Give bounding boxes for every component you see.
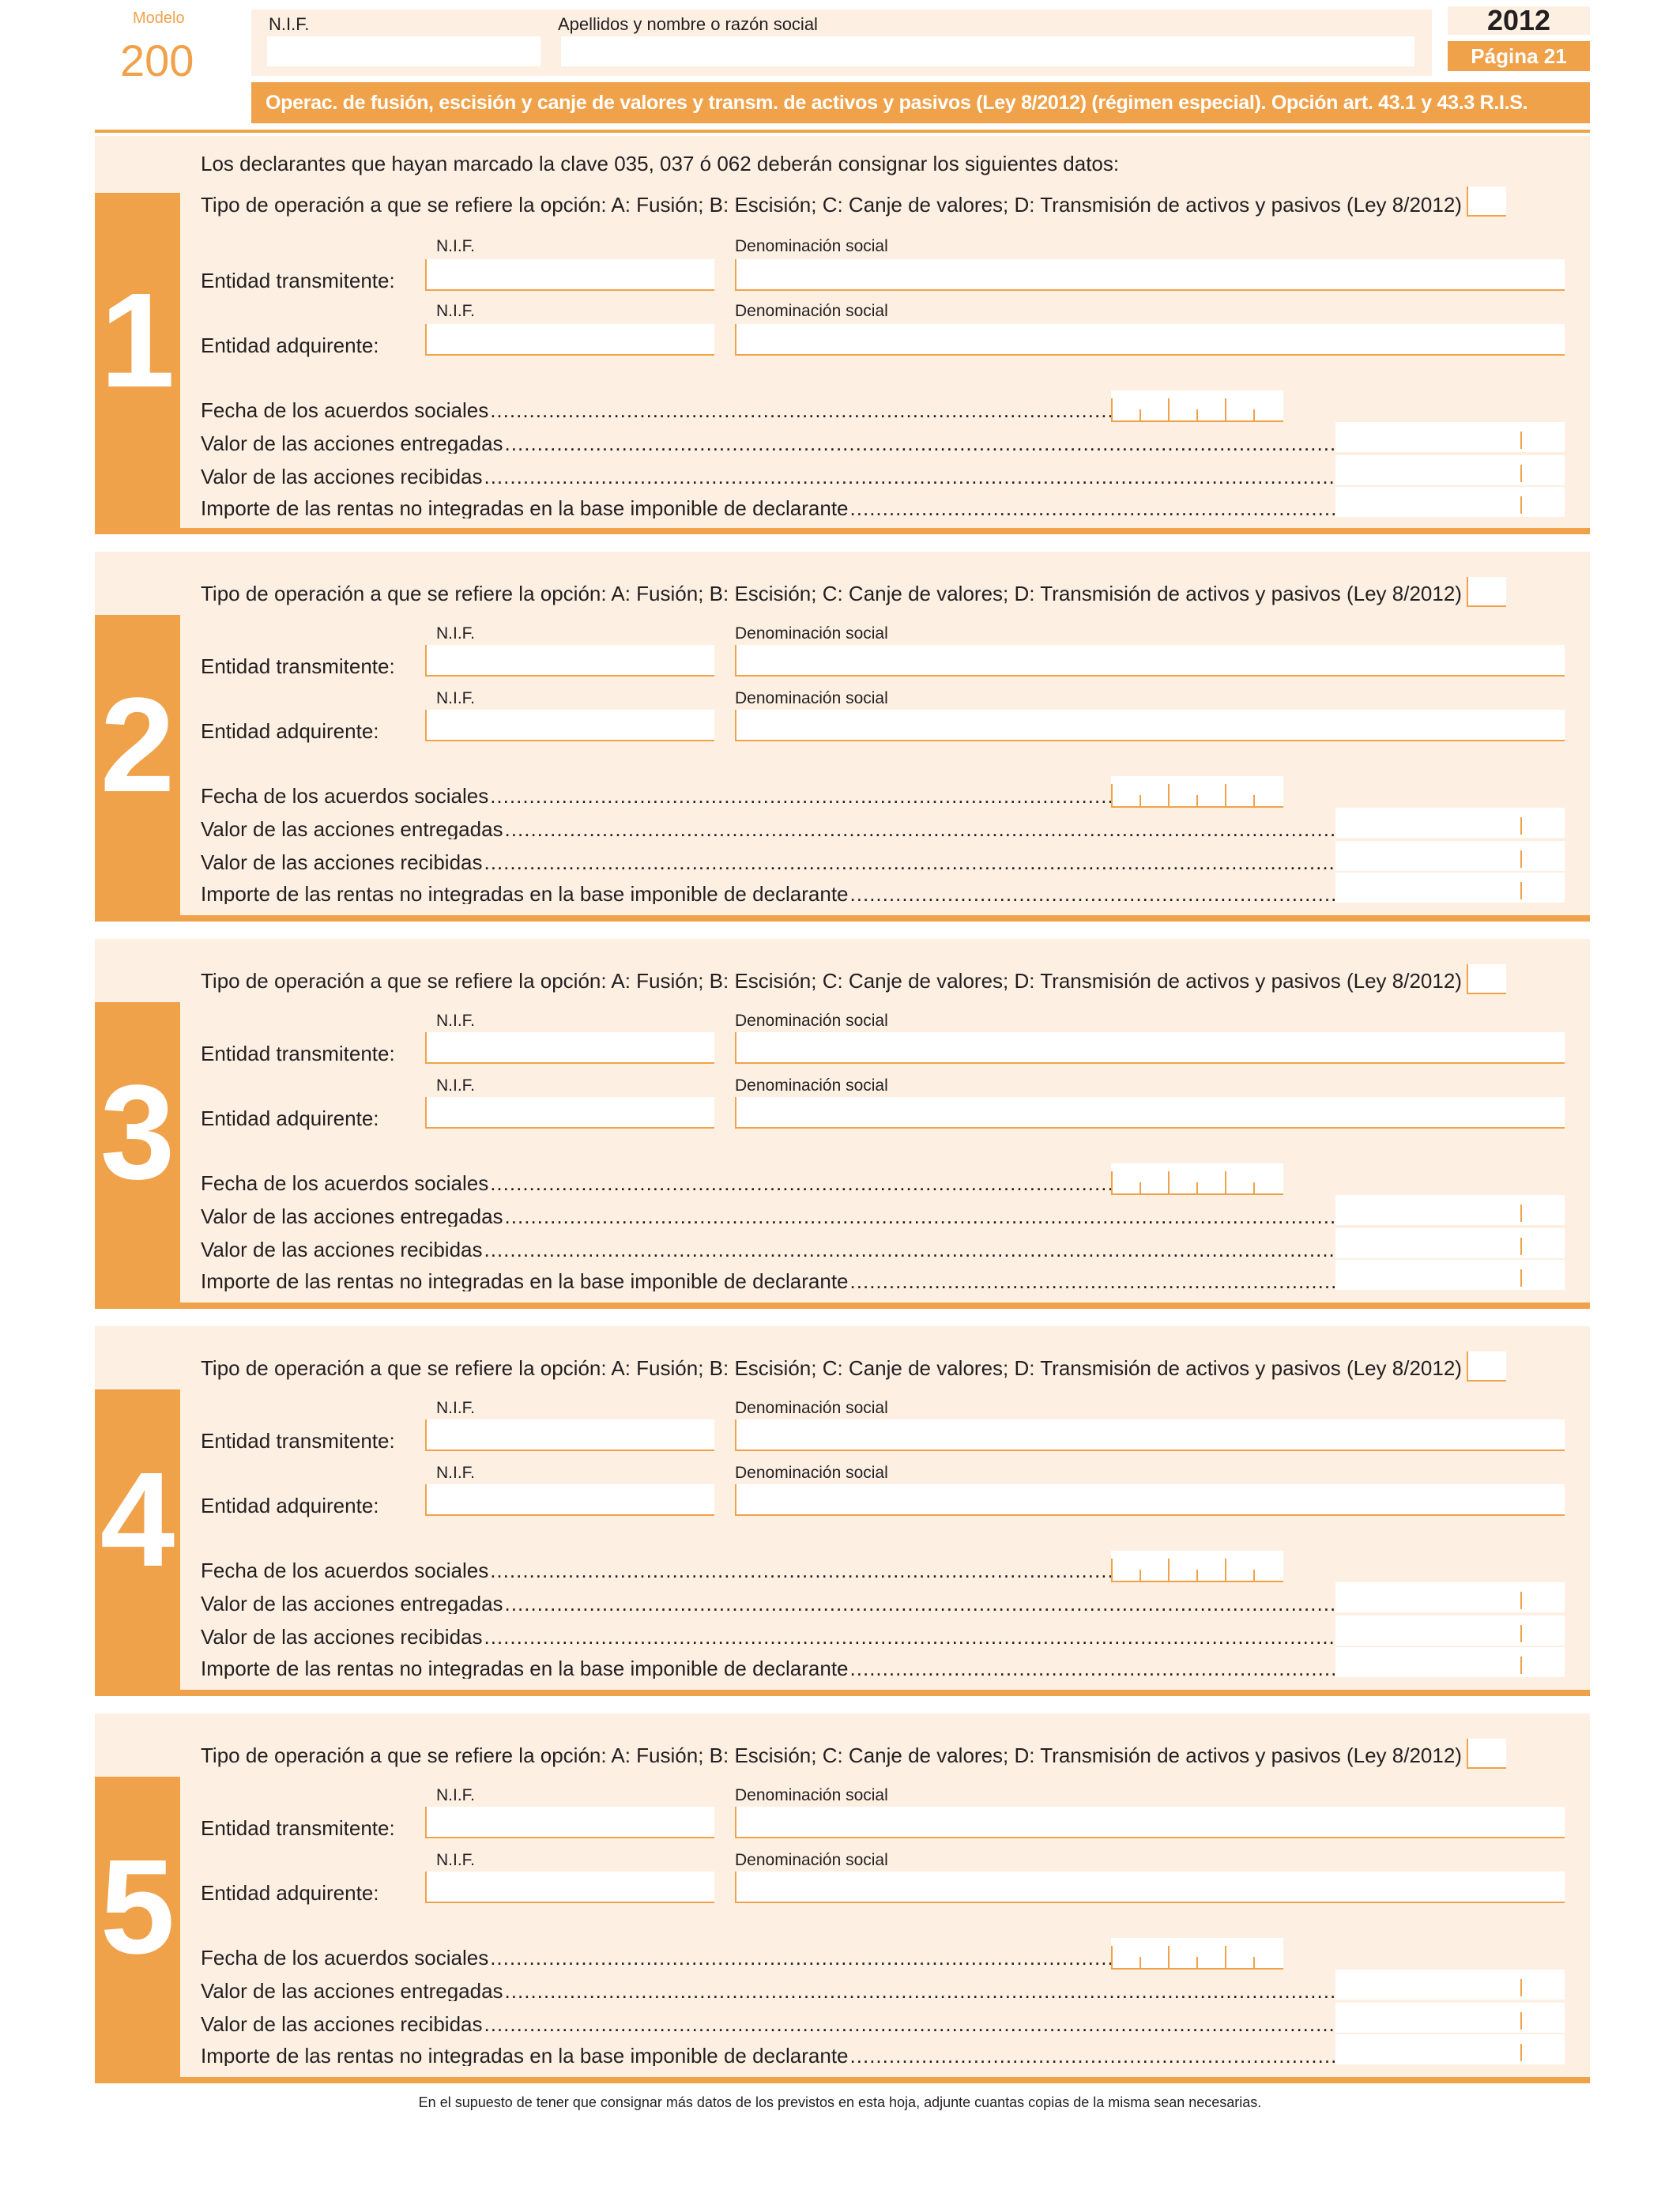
transmitente-nif-input[interactable] — [425, 1807, 714, 1838]
denominacion-label: Denominación social — [735, 1851, 888, 1869]
importe-label: Importe de las rentas no integradas en la base imponible de declarante — [201, 884, 849, 904]
adquirente-denominacion-input[interactable] — [735, 1484, 1565, 1516]
denominacion-label: Denominación social — [735, 1399, 888, 1417]
recibidas-input[interactable] — [1335, 841, 1565, 871]
section-number: 3 — [100, 1057, 175, 1208]
entregadas-row — [201, 433, 1424, 454]
recibidas-label: Valor de las acciones recibidas — [201, 852, 483, 873]
nif-label: N.I.F. — [436, 1464, 476, 1482]
recibidas-label: Valor de las acciones recibidas — [201, 466, 483, 487]
transmitente-label: Entidad transmitente: — [201, 1816, 395, 1840]
denominacion-label: Denominación social — [735, 1076, 888, 1095]
tipo-label: Tipo de operación a que se refiere la opción: A: Fusión; B: Escisión; C: Canje de valores; D: Transmisión de activos y pasivos (Ley 8/2012) — [201, 1356, 1462, 1380]
transmitente-nif-input[interactable] — [425, 259, 714, 291]
section-divider — [95, 1690, 1590, 1696]
tipo-input[interactable] — [1467, 1739, 1506, 1769]
transmitente-denominacion-input[interactable] — [735, 645, 1565, 677]
tipo-input[interactable] — [1467, 577, 1506, 607]
adquirente-nif-input[interactable] — [425, 710, 714, 741]
nif-label: N.I.F. — [436, 1851, 476, 1869]
recibidas-label: Valor de las acciones recibidas — [201, 1239, 483, 1260]
transmitente-label: Entidad transmitente: — [201, 1429, 395, 1453]
importe-input[interactable] — [1335, 1260, 1565, 1290]
header-name-input[interactable] — [561, 36, 1414, 66]
entregadas-input[interactable] — [1335, 422, 1565, 452]
entregadas-row — [201, 1593, 1424, 1614]
recibidas-row — [201, 852, 1424, 873]
section-number: 2 — [100, 670, 175, 820]
transmitente-nif-input[interactable] — [425, 645, 714, 677]
section-3 — [95, 939, 1590, 1309]
recibidas-row — [201, 1627, 1424, 1647]
fecha-label: Fecha de los acuerdos sociales — [201, 400, 489, 420]
top-divider — [95, 130, 1590, 133]
importe-label: Importe de las rentas no integradas en la base imponible de declarante — [201, 1271, 849, 1291]
section-5 — [95, 1713, 1590, 2083]
recibidas-input[interactable] — [1335, 1615, 1565, 1646]
fecha-label: Fecha de los acuerdos sociales — [201, 1173, 489, 1193]
adquirente-label: Entidad adquirente: — [201, 1106, 379, 1130]
fecha-label: Fecha de los acuerdos sociales — [201, 1560, 489, 1581]
importe-input[interactable] — [1335, 1647, 1565, 1677]
nif-label: N.I.F. — [436, 624, 476, 643]
entregadas-label: Valor de las acciones entregadas — [201, 433, 503, 454]
tipo-input[interactable] — [1467, 1351, 1506, 1382]
page-title: Operac. de fusión, escisión y canje de valores y transm. de activos y pasivos (Ley 8/2012) (régimen especial). Opción art. 43.1 y 43.3 R.I.S. — [251, 82, 1590, 123]
transmitente-nif-input[interactable] — [425, 1419, 714, 1451]
nif-label: N.I.F. — [436, 1076, 476, 1095]
transmitente-denominacion-input[interactable] — [735, 1419, 1565, 1451]
entregadas-label: Valor de las acciones entregadas — [201, 1981, 503, 2001]
entregadas-row — [201, 1206, 1424, 1227]
importe-input[interactable] — [1335, 873, 1565, 903]
fecha-label: Fecha de los acuerdos sociales — [201, 786, 489, 806]
adquirente-nif-input[interactable] — [425, 1484, 714, 1516]
entregadas-row — [201, 819, 1424, 839]
section-1 — [95, 136, 1590, 534]
section-4 — [95, 1326, 1590, 1696]
tipo-label: Tipo de operación a que se refiere la opción: A: Fusión; B: Escisión; C: Canje de valores; D: Transmisión de activos y pasivos (Ley 8/2012) — [201, 193, 1462, 217]
year-badge: 2012 — [1448, 6, 1590, 35]
adquirente-nif-input[interactable] — [425, 324, 714, 356]
recibidas-row — [201, 1239, 1424, 1260]
transmitente-denominacion-input[interactable] — [735, 1807, 1565, 1838]
recibidas-input[interactable] — [1335, 455, 1565, 485]
fecha-row — [201, 786, 1184, 806]
section-divider — [95, 528, 1590, 534]
entregadas-input[interactable] — [1335, 1582, 1565, 1612]
header-nif-label: N.I.F. — [269, 14, 310, 34]
footnote: En el supuesto de tener que consignar más datos de los previstos en esta hoja, adjunte cuantas copias de la misma sean necesarias. — [418, 2094, 1262, 2110]
adquirente-label: Entidad adquirente: — [201, 719, 379, 743]
nif-label: N.I.F. — [436, 1399, 476, 1417]
fecha-input[interactable] — [1111, 1551, 1283, 1582]
nif-label: N.I.F. — [436, 1012, 476, 1030]
importe-row — [201, 2045, 1424, 2066]
fecha-row — [201, 1560, 1184, 1581]
tipo-label: Tipo de operación a que se refiere la opción: A: Fusión; B: Escisión; C: Canje de valores; D: Transmisión de activos y pasivos (Ley 8/2012) — [201, 582, 1462, 605]
transmitente-denominacion-input[interactable] — [735, 259, 1565, 291]
denominacion-label: Denominación social — [735, 689, 888, 707]
entregadas-label: Valor de las acciones entregadas — [201, 819, 503, 839]
modelo-label: Modelo — [133, 9, 185, 27]
adquirente-label: Entidad adquirente: — [201, 1881, 379, 1905]
section-divider — [95, 1302, 1590, 1309]
tipo-input[interactable] — [1467, 187, 1506, 217]
section-divider — [95, 915, 1590, 922]
importe-row — [201, 1658, 1424, 1679]
recibidas-label: Valor de las acciones recibidas — [201, 2014, 483, 2034]
importe-label: Importe de las rentas no integradas en la base imponible de declarante — [201, 498, 849, 518]
transmitente-nif-input[interactable] — [425, 1032, 714, 1064]
adquirente-denominacion-input[interactable] — [735, 1872, 1565, 1903]
importe-label: Importe de las rentas no integradas en la base imponible de declarante — [201, 2045, 849, 2066]
nif-label: N.I.F. — [436, 237, 476, 255]
entregadas-label: Valor de las acciones entregadas — [201, 1206, 503, 1227]
header-nif-input[interactable] — [267, 36, 541, 66]
modelo-number: 200 — [120, 36, 194, 85]
transmitente-label: Entidad transmitente: — [201, 1042, 395, 1065]
importe-input[interactable] — [1335, 487, 1565, 517]
importe-input[interactable] — [1335, 2034, 1565, 2064]
transmitente-denominacion-input[interactable] — [735, 1032, 1565, 1064]
fecha-input[interactable] — [1111, 1163, 1283, 1195]
adquirente-denominacion-input[interactable] — [735, 324, 1565, 356]
denominacion-label: Denominación social — [735, 624, 888, 643]
entregadas-label: Valor de las acciones entregadas — [201, 1593, 503, 1614]
entregadas-input[interactable] — [1335, 1970, 1565, 2000]
adquirente-label: Entidad adquirente: — [201, 1494, 379, 1517]
transmitente-label: Entidad transmitente: — [201, 269, 395, 292]
importe-row — [201, 884, 1424, 904]
importe-row — [201, 1271, 1424, 1291]
recibidas-row — [201, 2014, 1424, 2034]
denominacion-label: Denominación social — [735, 1464, 888, 1482]
intro-text: Los declarantes que hayan marcado la clave 035, 037 ó 062 deberán consignar los siguientes datos: — [201, 152, 1120, 175]
fecha-row — [201, 400, 1184, 420]
fecha-label: Fecha de los acuerdos sociales — [201, 1947, 489, 1968]
transmitente-label: Entidad transmitente: — [201, 654, 395, 678]
entregadas-input[interactable] — [1335, 1195, 1565, 1225]
nif-label: N.I.F. — [436, 302, 476, 320]
fecha-row — [201, 1173, 1184, 1193]
tipo-input[interactable] — [1467, 964, 1506, 994]
adquirente-label: Entidad adquirente: — [201, 334, 379, 357]
denominacion-label: Denominación social — [735, 237, 888, 255]
section-number: 1 — [100, 266, 175, 416]
nif-label: N.I.F. — [436, 1786, 476, 1804]
section-number: 5 — [100, 1832, 175, 1982]
nif-label: N.I.F. — [436, 689, 476, 707]
recibidas-input[interactable] — [1335, 2003, 1565, 2033]
recibidas-label: Valor de las acciones recibidas — [201, 1627, 483, 1647]
header-name-label: Apellidos y nombre o razón social — [558, 14, 818, 34]
recibidas-row — [201, 466, 1424, 487]
importe-row — [201, 498, 1424, 518]
section-2 — [95, 552, 1590, 922]
entregadas-input[interactable] — [1335, 808, 1565, 838]
entregadas-row — [201, 1981, 1424, 2001]
denominacion-label: Denominación social — [735, 302, 888, 320]
adquirente-nif-input[interactable] — [425, 1872, 714, 1903]
tipo-label: Tipo de operación a que se refiere la opción: A: Fusión; B: Escisión; C: Canje de valores; D: Transmisión de activos y pasivos (Ley 8/2012) — [201, 969, 1462, 993]
section-divider — [95, 2077, 1590, 2083]
denominacion-label: Denominación social — [735, 1786, 888, 1804]
fecha-row — [201, 1947, 1184, 1968]
recibidas-input[interactable] — [1335, 1228, 1565, 1258]
denominacion-label: Denominación social — [735, 1012, 888, 1030]
importe-label: Importe de las rentas no integradas en la base imponible de declarante — [201, 1658, 849, 1679]
fecha-input[interactable] — [1111, 776, 1283, 808]
tipo-label: Tipo de operación a que se refiere la opción: A: Fusión; B: Escisión; C: Canje de valores; D: Transmisión de activos y pasivos (Ley 8/2012) — [201, 1744, 1462, 1767]
fecha-input[interactable] — [1111, 1938, 1283, 1970]
fecha-input[interactable] — [1111, 390, 1283, 422]
adquirente-nif-input[interactable] — [425, 1097, 714, 1129]
page-badge: Página 21 — [1448, 41, 1590, 71]
adquirente-denominacion-input[interactable] — [735, 710, 1565, 741]
adquirente-denominacion-input[interactable] — [735, 1097, 1565, 1129]
section-number: 4 — [100, 1445, 175, 1595]
